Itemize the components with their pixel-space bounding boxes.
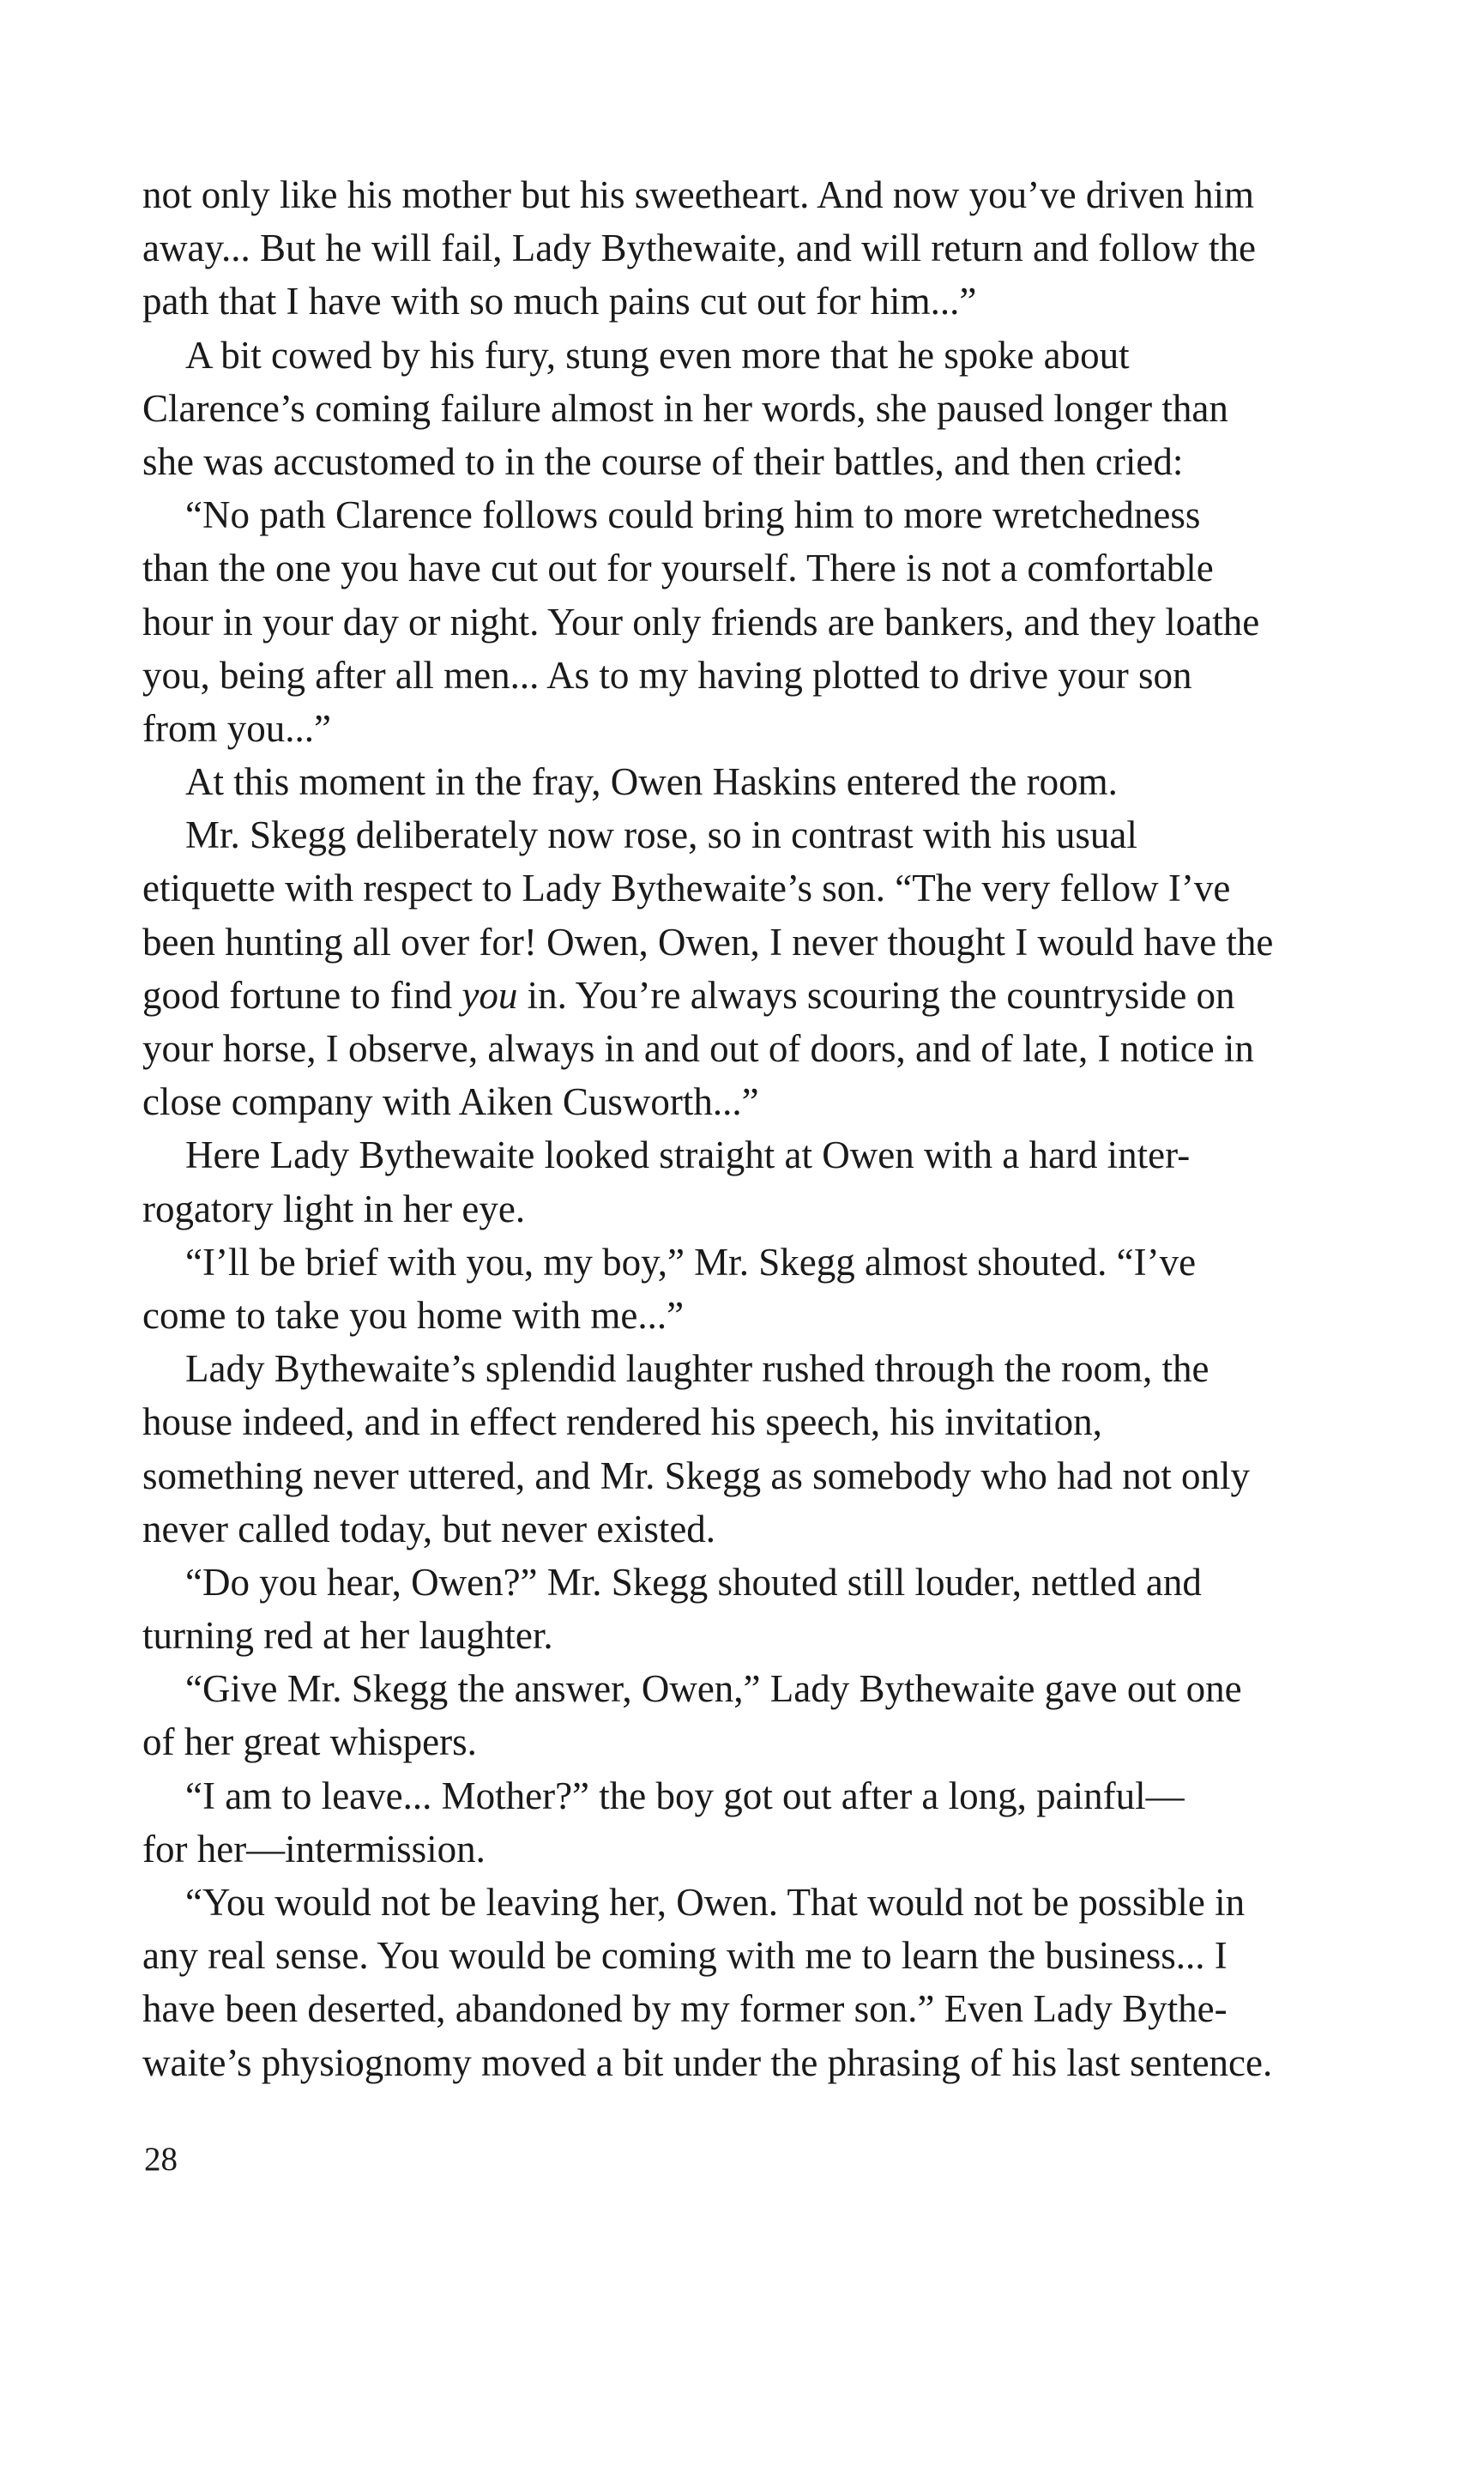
text-line: not only like his mother but his sweetheart. And now you’ve driven him (142, 173, 1255, 216)
text-segment: in. You’re always scouring the countryside on (517, 973, 1235, 1017)
italic-word: you (461, 973, 518, 1017)
text-line: she was accustomed to in the course of their battles, and then cried: (142, 439, 1184, 483)
text-line: than the one you have cut out for yourself. There is not a comfortable (142, 547, 1214, 590)
text-line: any real sense. You would be coming with me to learn the business... I (142, 1934, 1228, 1978)
text-line: away... But he will fail, Lady Bythewaite, and will return and follow the (142, 227, 1256, 270)
page-number: 28 (144, 2141, 178, 2178)
text-line: path that I have with so much pains cut out for him...” (142, 280, 977, 323)
text-line: waite’s physiognomy moved a bit under the phrasing of his last sentence. (142, 2040, 1273, 2084)
text-line: turning red at her laughter. (142, 1614, 553, 1658)
paragraph-start-line: “I’ll be brief with you, my boy,” Mr. Skegg almost shouted. “I’ve (185, 1240, 1197, 1284)
text-line: your horse, I observe, always in and out of doors, and of late, I notice in (142, 1027, 1254, 1070)
paragraph-start-line: “I am to leave... Mother?” the boy got out after a long, painful— (185, 1774, 1185, 1817)
paragraph-start-line: “No path Clarence follows could bring him to more wretchedness (185, 493, 1201, 537)
paragraph-start-line: Lady Bythewaite’s splendid laughter rushed through the room, the (185, 1347, 1210, 1391)
paragraph-start-line: Mr. Skegg deliberately now rose, so in contrast with his usual (185, 813, 1137, 857)
paragraph-start-line: “You would not be leaving her, Owen. That would not be possible in (185, 1881, 1246, 1924)
text-line: Clarence’s coming failure almost in her words, she paused longer than (142, 386, 1228, 430)
text-line: etiquette with respect to Lady Bythewaite’s son. “The very fellow I’ve (142, 867, 1231, 910)
text-line: of her great whispers. (142, 1720, 477, 1764)
text-line: for her—intermission. (142, 1827, 486, 1871)
text-line-with-italic (142, 969, 1352, 1022)
text-segment: good fortune to find (142, 973, 462, 1017)
text-line: from you...” (142, 706, 331, 750)
text-line: something never uttered, and Mr. Skegg as somebody who had not only (142, 1454, 1251, 1497)
text-line: you, being after all men... As to my having plotted to drive your son (142, 653, 1192, 697)
paragraph-start-line: A bit cowed by his fury, stung even more that he spoke about (185, 333, 1130, 377)
paragraph-start-line: Here Lady Bythewaite looked straight at Owen with a hard inter- (185, 1133, 1191, 1177)
paragraph-start-line: “Do you hear, Owen?” Mr. Skegg shouted still louder, nettled and (185, 1560, 1202, 1604)
text-line: house indeed, and in effect rendered his speech, his invitation, (142, 1400, 1102, 1444)
paragraph-start-line: “Give Mr. Skegg the answer, Owen,” Lady Bythewaite gave out one (185, 1667, 1242, 1711)
text-line: hour in your day or night. Your only friends are bankers, and they loathe (142, 600, 1260, 644)
text-line: come to take you home with me...” (142, 1293, 685, 1337)
paragraph-start-line: At this moment in the fray, Owen Haskins entered the room. (185, 760, 1118, 804)
text-line: close company with Aiken Cusworth...” (142, 1080, 759, 1124)
text-line: never called today, but never existed. (142, 1507, 716, 1550)
text-line: rogatory light in her eye. (142, 1187, 526, 1230)
body-text (142, 168, 1352, 2089)
text-line: been hunting all over for! Owen, Owen, I never thought I would have the (142, 920, 1274, 964)
text-line: have been deserted, abandoned by my former son.” Even Lady Bythe- (142, 1987, 1228, 2031)
